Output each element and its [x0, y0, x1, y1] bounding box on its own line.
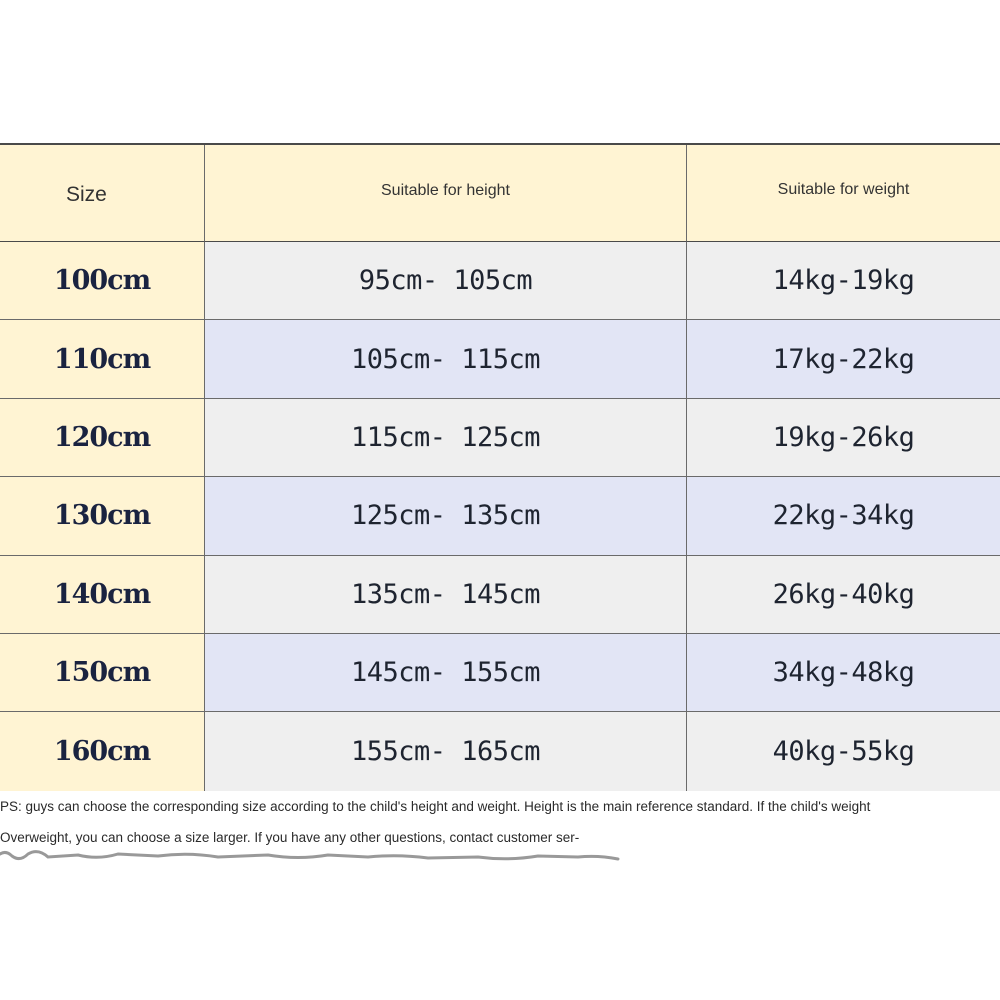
header-size: Size	[0, 145, 205, 242]
size-cell: 100cm	[0, 242, 205, 320]
height-cell: 105cm- 115cm	[205, 320, 687, 398]
height-cell: 125cm- 135cm	[205, 477, 687, 555]
size-chart-table	[0, 143, 1000, 789]
height-cell: 145cm- 155cm	[205, 634, 687, 712]
weight-cell: 34kg-48kg	[687, 634, 1000, 712]
weight-cell: 14kg-19kg	[687, 242, 1000, 320]
cropped-text-remnant	[0, 848, 640, 864]
weight-cell: 26kg-40kg	[687, 556, 1000, 634]
size-cell: 160cm	[0, 712, 205, 790]
height-cell: 135cm- 145cm	[205, 556, 687, 634]
weight-cell: 22kg-34kg	[687, 477, 1000, 555]
weight-cell: 19kg-26kg	[687, 399, 1000, 477]
size-cell: 130cm	[0, 477, 205, 555]
note-line-2: Overweight, you can choose a size larger. If you have any other questions, contact customer ser-	[0, 830, 580, 845]
height-cell: 155cm- 165cm	[205, 712, 687, 790]
note-line-1: PS: guys can choose the corresponding size according to the child's height and weight. Height is the main reference standard. If the child's weight	[0, 799, 871, 814]
size-cell: 110cm	[0, 320, 205, 398]
size-cell: 140cm	[0, 556, 205, 634]
size-cell: 150cm	[0, 634, 205, 712]
weight-cell: 17kg-22kg	[687, 320, 1000, 398]
header-height: Suitable for height	[205, 145, 687, 242]
size-cell: 120cm	[0, 399, 205, 477]
weight-cell: 40kg-55kg	[687, 712, 1000, 790]
header-weight: Suitable for weight	[687, 145, 1000, 242]
height-cell: 115cm- 125cm	[205, 399, 687, 477]
height-cell: 95cm- 105cm	[205, 242, 687, 320]
